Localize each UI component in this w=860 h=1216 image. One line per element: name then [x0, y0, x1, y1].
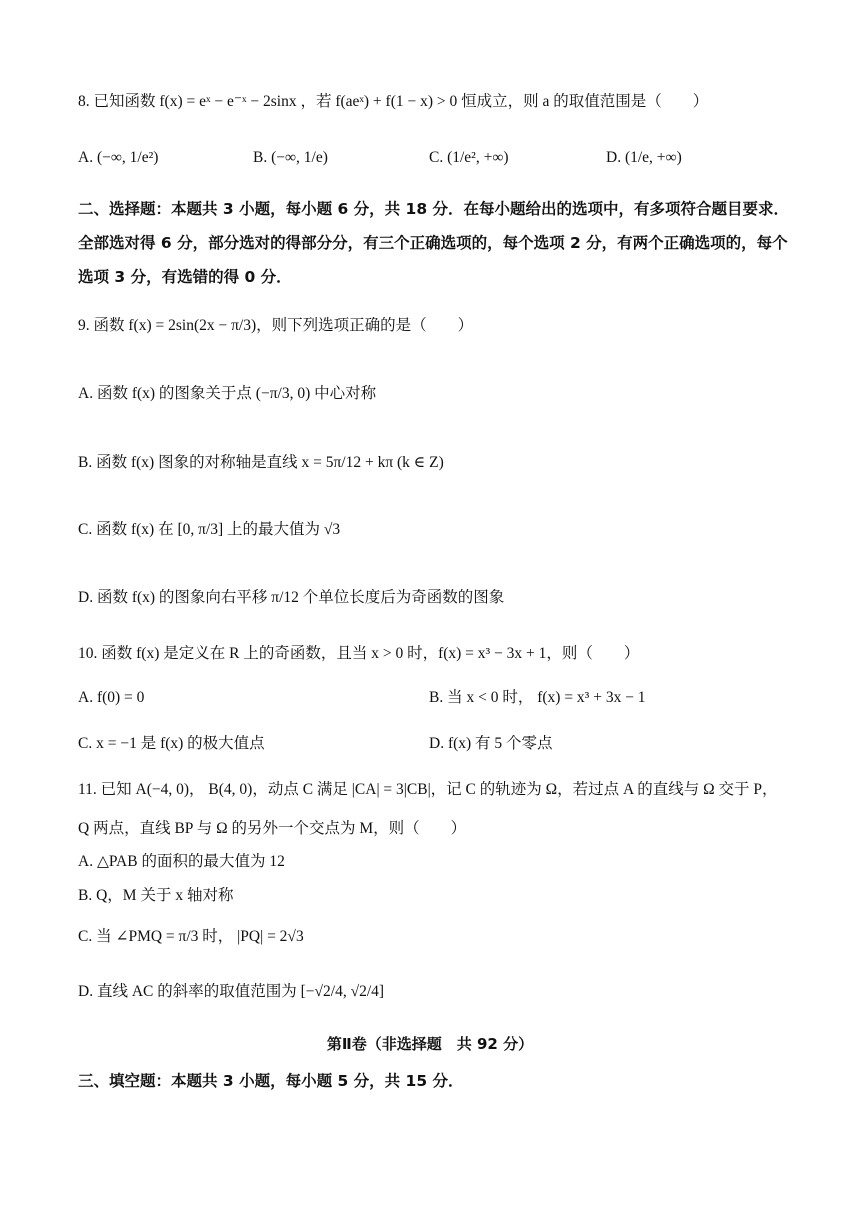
q8-option-c: C. (1/e², +∞): [429, 149, 509, 166]
q11-option-d: D. 直线 AC 的斜率的取值范围为 [−√2/4, √2/4]: [78, 983, 385, 1000]
q10-option-a: A. f(0) = 0: [78, 689, 145, 706]
q9-stem: 9. 函数 f(x) = 2sin(2x − π/3)，则下列选项正确的是（ ）: [78, 317, 474, 334]
q11-option-b: B. Q，M 关于 x 轴对称: [78, 887, 234, 904]
section-2-heading: 二、选择题：本题共 3 小题，每小题 6 分，共 18 分．在每小题给出的选项中，有多项符合题目要求．全部选对得 6 分，部分选对的得部分分，有三个正确选项的，每个选项 2 分，有两个正确选项的，每个选项 3 分，有选错的得 0 分．: [78, 200, 790, 286]
section-3-heading: 三、填空题：本题共 3 小题，每小题 5 分，共 15 分．: [78, 1072, 464, 1090]
q10-option-d: D. f(x) 有 5 个零点: [429, 735, 553, 752]
q10-option-c: C. x = −1 是 f(x) 的极大值点: [78, 735, 265, 752]
q9-option-b: B. 函数 f(x) 图象的对称轴是直线 x = 5π/12 + kπ (k ∈ Z): [78, 454, 444, 471]
q9-option-c: C. 函数 f(x) 在 [0, π/3] 上的最大值为 √3: [78, 521, 341, 538]
q11-option-c: C. 当 ∠PMQ = π/3 时， |PQ| = 2√3: [78, 928, 304, 945]
part-2-title: 第Ⅱ卷（非选择题 共 92 分）: [326, 1035, 534, 1053]
q9-option-a: A. 函数 f(x) 的图象关于点 (−π/3, 0) 中心对称: [78, 385, 377, 402]
q8-option-a: A. (−∞, 1/e²): [78, 149, 159, 166]
q10-option-b: B. 当 x < 0 时， f(x) = x³ + 3x − 1: [429, 689, 646, 706]
q11-stem-line2: Q 两点，直线 BP 与 Ω 的另外一个交点为 M，则（ ）: [78, 820, 467, 837]
q8-option-d: D. (1/e, +∞): [606, 149, 682, 166]
q11-stem-line1: 11. 已知 A(−4, 0)， B(4, 0)，动点 C 满足 |CA| = 3|CB|，记 C 的轨迹为 Ω，若过点 A 的直线与 Ω 交于 P，: [78, 781, 778, 798]
q8-option-b: B. (−∞, 1/e): [253, 149, 328, 166]
q9-option-d: D. 函数 f(x) 的图象向右平移 π/12 个单位长度后为奇函数的图象: [78, 589, 505, 606]
q11-option-a: A. △PAB 的面积的最大值为 12: [78, 853, 285, 870]
q10-stem: 10. 函数 f(x) 是定义在 R 上的奇函数，且当 x > 0 时，f(x) = x³ − 3x + 1，则（ ）: [78, 645, 640, 662]
q8-stem: 8. 已知函数 f(x) = eˣ − e⁻ˣ − 2sinx ，若 f(aeˣ) + f(1 − x) > 0 恒成立，则 a 的取值范围是（ ）: [78, 93, 709, 110]
